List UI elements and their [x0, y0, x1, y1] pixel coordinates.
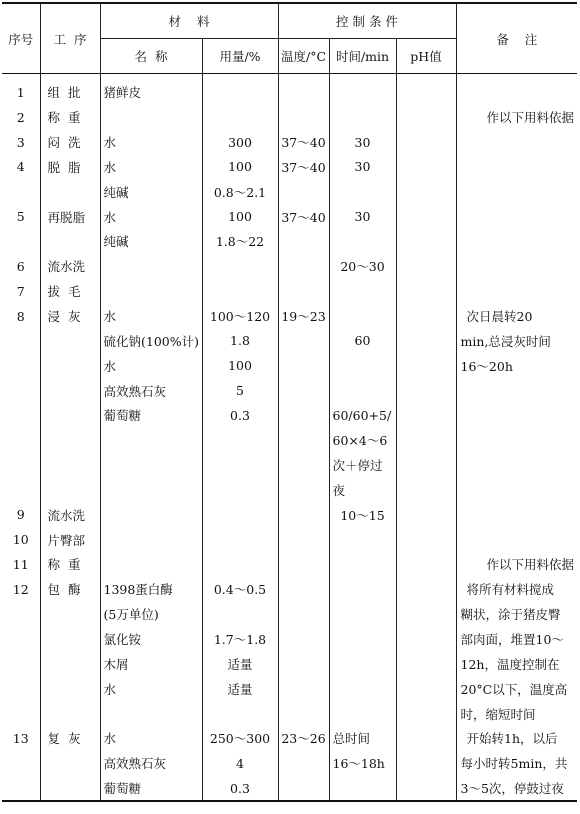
time-cell	[329, 676, 396, 701]
ph-cell	[396, 701, 456, 726]
time-cell: 10～15	[329, 502, 396, 527]
material-name-cell: 高效熟石灰	[100, 378, 202, 403]
remarks-cell: 20°C以下，温度高	[456, 676, 577, 701]
table-row	[2, 204, 577, 229]
process-cell	[40, 229, 100, 254]
remarks-cell: min,总浸灰时间	[456, 328, 577, 353]
temperature-cell	[278, 602, 329, 627]
row-number: 2	[16, 109, 25, 125]
row-number: 7	[16, 283, 25, 299]
ph-cell	[396, 179, 456, 204]
process-cell: 闷 洗	[40, 130, 100, 155]
header-amount: 用量/%	[202, 39, 278, 74]
process-cell	[40, 602, 100, 627]
row-number: 5	[16, 209, 25, 225]
time-cell	[329, 776, 396, 802]
material-name-cell: (5万单位)	[100, 602, 202, 627]
table-row	[2, 502, 577, 527]
time-cell: 次＋停过	[329, 453, 396, 478]
process-cell: 复 灰	[40, 726, 100, 751]
material-name-cell	[100, 105, 202, 130]
process-cell	[40, 701, 100, 726]
time-cell	[329, 378, 396, 403]
material-name-cell	[100, 453, 202, 478]
header-remarks: 备 注	[456, 3, 577, 74]
temperature-cell	[278, 776, 329, 802]
temperature-cell	[278, 353, 329, 378]
row-number	[2, 229, 40, 254]
table-row	[2, 105, 577, 130]
temperature-cell	[278, 179, 329, 204]
remarks-cell: 作以下用料依据	[456, 552, 577, 577]
table-row	[2, 179, 577, 204]
amount-cell	[202, 428, 278, 453]
temperature-cell	[278, 751, 329, 776]
row-number	[2, 478, 40, 503]
temperature-cell: 37～40	[278, 130, 329, 155]
ph-cell	[396, 279, 456, 304]
temperature-cell	[278, 74, 329, 105]
temperature-cell	[278, 403, 329, 428]
time-cell	[329, 552, 396, 577]
temperature-cell	[278, 502, 329, 527]
amount-cell	[202, 254, 278, 279]
temperature-cell	[278, 651, 329, 676]
amount-cell	[202, 527, 278, 552]
time-cell	[329, 701, 396, 726]
process-cell: 浸 灰	[40, 304, 100, 329]
remarks-cell	[456, 378, 577, 403]
process-cell	[40, 179, 100, 204]
process-cell	[40, 453, 100, 478]
amount-cell	[202, 552, 278, 577]
process-table	[2, 2, 577, 802]
table-row	[2, 651, 577, 676]
remarks-cell	[456, 74, 577, 105]
row-number: 3	[16, 134, 25, 150]
time-cell	[329, 279, 396, 304]
temperature-cell	[278, 527, 329, 552]
time-cell: 20～30	[329, 254, 396, 279]
temperature-cell	[278, 428, 329, 453]
amount-cell: 100	[202, 204, 278, 229]
temperature-cell: 37～40	[278, 155, 329, 180]
time-cell: 夜	[329, 478, 396, 503]
row-number	[2, 651, 40, 676]
material-name-cell: 木屑	[100, 651, 202, 676]
amount-cell: 100～120	[202, 304, 278, 329]
row-number	[2, 751, 40, 776]
remarks-cell: 开始转1h，以后	[456, 726, 577, 751]
row-number: 1	[16, 84, 25, 100]
material-name-cell: 1398蛋白酶	[100, 577, 202, 602]
amount-cell: 100	[202, 155, 278, 180]
ph-cell	[396, 155, 456, 180]
header-name: 名 称	[100, 39, 202, 74]
amount-cell: 0.3	[202, 776, 278, 802]
remarks-cell	[456, 527, 577, 552]
amount-cell	[202, 701, 278, 726]
time-cell	[329, 105, 396, 130]
table-row	[2, 676, 577, 701]
time-cell: 30	[329, 155, 396, 180]
row-number: 11	[12, 556, 29, 572]
ph-cell	[396, 229, 456, 254]
row-number: 4	[16, 159, 25, 175]
header-no: 序号	[2, 3, 40, 74]
temperature-cell	[278, 378, 329, 403]
time-cell: 60×4～6	[329, 428, 396, 453]
remarks-cell	[456, 155, 577, 180]
amount-cell	[202, 602, 278, 627]
temperature-cell: 37～40	[278, 204, 329, 229]
process-cell: 脱 脂	[40, 155, 100, 180]
time-cell: 60/60+5/	[329, 403, 396, 428]
process-cell: 拔 毛	[40, 279, 100, 304]
process-cell	[40, 328, 100, 353]
table-row	[2, 130, 577, 155]
amount-cell: 4	[202, 751, 278, 776]
table-row	[2, 776, 577, 802]
table-row	[2, 353, 577, 378]
ph-cell	[396, 552, 456, 577]
row-number	[2, 453, 40, 478]
amount-cell: 100	[202, 353, 278, 378]
time-cell: 30	[329, 130, 396, 155]
material-name-cell: 水	[100, 304, 202, 329]
table-row	[2, 155, 577, 180]
amount-cell: 1.8	[202, 328, 278, 353]
temperature-cell	[278, 577, 329, 602]
time-cell	[329, 602, 396, 627]
temperature-cell	[278, 254, 329, 279]
material-name-cell	[100, 428, 202, 453]
ph-cell	[396, 502, 456, 527]
temperature-cell: 23～26	[278, 726, 329, 751]
time-cell: 60	[329, 328, 396, 353]
amount-cell: 适量	[202, 676, 278, 701]
material-name-cell	[100, 527, 202, 552]
remarks-cell	[456, 428, 577, 453]
remarks-cell: 12h，温度控制在	[456, 651, 577, 676]
material-name-cell	[100, 502, 202, 527]
time-cell: 30	[329, 204, 396, 229]
temperature-cell	[278, 478, 329, 503]
ph-cell	[396, 105, 456, 130]
ph-cell	[396, 527, 456, 552]
table-row	[2, 478, 577, 503]
ph-cell	[396, 676, 456, 701]
material-name-cell: 葡萄糖	[100, 403, 202, 428]
remarks-cell: 部肉面，堆置10～	[456, 627, 577, 652]
ph-cell	[396, 651, 456, 676]
process-cell	[40, 676, 100, 701]
amount-cell: 300	[202, 130, 278, 155]
table-row	[2, 577, 577, 602]
process-cell	[40, 378, 100, 403]
table-row	[2, 552, 577, 577]
remarks-cell	[456, 204, 577, 229]
row-number: 13	[12, 730, 29, 746]
row-number	[2, 428, 40, 453]
material-name-cell: 葡萄糖	[100, 776, 202, 802]
time-cell	[329, 527, 396, 552]
process-cell: 片臀部	[40, 527, 100, 552]
remarks-cell	[456, 130, 577, 155]
time-cell	[329, 353, 396, 378]
material-name-cell: 水	[100, 726, 202, 751]
material-name-cell: 水	[100, 130, 202, 155]
row-number	[2, 353, 40, 378]
temperature-cell: 19～23	[278, 304, 329, 329]
material-name-cell	[100, 279, 202, 304]
time-cell	[329, 229, 396, 254]
table-row	[2, 602, 577, 627]
ph-cell	[396, 130, 456, 155]
remarks-cell: 每小时转5min，共	[456, 751, 577, 776]
amount-cell	[202, 279, 278, 304]
remarks-cell	[456, 403, 577, 428]
row-number: 10	[12, 532, 29, 548]
table-row	[2, 403, 577, 428]
amount-cell: 250～300	[202, 726, 278, 751]
material-name-cell: 纯碱	[100, 179, 202, 204]
table-row	[2, 527, 577, 552]
table-row	[2, 627, 577, 652]
material-name-cell: 纯碱	[100, 229, 202, 254]
table-row	[2, 279, 577, 304]
table-row	[2, 304, 577, 329]
header-ph: pH值	[396, 39, 456, 74]
process-cell	[40, 403, 100, 428]
ph-cell	[396, 453, 456, 478]
process-cell: 称 重	[40, 105, 100, 130]
temperature-cell	[278, 552, 329, 577]
amount-cell	[202, 478, 278, 503]
remarks-cell	[456, 502, 577, 527]
remarks-cell	[456, 478, 577, 503]
ph-cell	[396, 627, 456, 652]
amount-cell: 5	[202, 378, 278, 403]
material-name-cell	[100, 701, 202, 726]
ph-cell	[396, 204, 456, 229]
ph-cell	[396, 353, 456, 378]
process-cell: 流水洗	[40, 502, 100, 527]
amount-cell	[202, 74, 278, 105]
table-row	[2, 74, 577, 105]
row-number	[2, 676, 40, 701]
material-name-cell: 高效熟石灰	[100, 751, 202, 776]
amount-cell: 适量	[202, 651, 278, 676]
header-control: 控 制 条 件	[278, 3, 456, 39]
remarks-cell: 糊状，涂于猪皮臀	[456, 602, 577, 627]
material-name-cell: 硫化钠(100%计)	[100, 328, 202, 353]
header-materials: 材 料	[100, 3, 278, 39]
table-row	[2, 751, 577, 776]
time-cell	[329, 627, 396, 652]
row-number: 6	[16, 258, 25, 274]
ph-cell	[396, 428, 456, 453]
amount-cell	[202, 453, 278, 478]
remarks-cell	[456, 229, 577, 254]
temperature-cell	[278, 105, 329, 130]
ph-cell	[396, 304, 456, 329]
material-name-cell: 氯化铵	[100, 627, 202, 652]
process-cell	[40, 776, 100, 802]
row-number	[2, 602, 40, 627]
process-cell	[40, 478, 100, 503]
temperature-cell	[278, 676, 329, 701]
row-number	[2, 378, 40, 403]
header-time: 时间/min	[329, 39, 396, 74]
header-process: 工 序	[40, 3, 100, 74]
material-name-cell: 水	[100, 204, 202, 229]
row-number: 8	[16, 308, 25, 324]
temperature-cell	[278, 279, 329, 304]
material-name-cell: 水	[100, 155, 202, 180]
remarks-cell: 将所有材料搅成	[456, 577, 577, 602]
amount-cell: 1.7～1.8	[202, 627, 278, 652]
table-row	[2, 428, 577, 453]
remarks-cell: 16～20h	[456, 353, 577, 378]
ph-cell	[396, 776, 456, 802]
time-cell	[329, 304, 396, 329]
process-cell: 称 重	[40, 552, 100, 577]
amount-cell	[202, 105, 278, 130]
temperature-cell	[278, 701, 329, 726]
remarks-cell	[456, 179, 577, 204]
process-cell: 包 酶	[40, 577, 100, 602]
process-cell: 组 批	[40, 74, 100, 105]
process-cell	[40, 428, 100, 453]
remarks-cell: 作以下用料依据	[456, 105, 577, 130]
temperature-cell	[278, 453, 329, 478]
row-number	[2, 179, 40, 204]
table-body	[2, 74, 577, 802]
row-number: 9	[16, 507, 25, 523]
remarks-cell	[456, 254, 577, 279]
ph-cell	[396, 328, 456, 353]
material-name-cell: 水	[100, 676, 202, 701]
time-cell: 总时间	[329, 726, 396, 751]
remarks-cell: 次日晨转20	[456, 304, 577, 329]
process-cell: 流水洗	[40, 254, 100, 279]
temperature-cell	[278, 627, 329, 652]
amount-cell: 1.8～22	[202, 229, 278, 254]
row-number	[2, 403, 40, 428]
row-number: 12	[12, 581, 29, 597]
process-cell: 再脱脂	[40, 204, 100, 229]
time-cell	[329, 74, 396, 105]
temperature-cell	[278, 328, 329, 353]
remarks-cell: 时，缩短时间	[456, 701, 577, 726]
process-cell	[40, 353, 100, 378]
ph-cell	[396, 751, 456, 776]
row-number	[2, 328, 40, 353]
table-row	[2, 453, 577, 478]
ph-cell	[396, 478, 456, 503]
process-cell	[40, 751, 100, 776]
ph-cell	[396, 378, 456, 403]
row-number	[2, 776, 40, 802]
material-name-cell: 水	[100, 353, 202, 378]
header-temp: 温度/°C	[278, 39, 329, 74]
amount-cell: 0.3	[202, 403, 278, 428]
amount-cell: 0.4～0.5	[202, 577, 278, 602]
table-row	[2, 701, 577, 726]
temperature-cell	[278, 229, 329, 254]
remarks-cell	[456, 453, 577, 478]
remarks-cell	[456, 279, 577, 304]
table-row	[2, 254, 577, 279]
table-row	[2, 229, 577, 254]
ph-cell	[396, 254, 456, 279]
material-name-cell: 猪鲜皮	[100, 74, 202, 105]
table-row	[2, 328, 577, 353]
material-name-cell	[100, 478, 202, 503]
table-row	[2, 726, 577, 751]
material-name-cell	[100, 254, 202, 279]
ph-cell	[396, 726, 456, 751]
row-number	[2, 701, 40, 726]
row-number	[2, 627, 40, 652]
time-cell	[329, 577, 396, 602]
time-cell	[329, 651, 396, 676]
ph-cell	[396, 577, 456, 602]
remarks-cell: 3～5次，停鼓过夜	[456, 776, 577, 802]
ph-cell	[396, 403, 456, 428]
time-cell	[329, 179, 396, 204]
amount-cell: 0.8～2.1	[202, 179, 278, 204]
ph-cell	[396, 74, 456, 105]
time-cell: 16～18h	[329, 751, 396, 776]
table-row	[2, 378, 577, 403]
process-cell	[40, 651, 100, 676]
process-cell	[40, 627, 100, 652]
material-name-cell	[100, 552, 202, 577]
ph-cell	[396, 602, 456, 627]
amount-cell	[202, 502, 278, 527]
